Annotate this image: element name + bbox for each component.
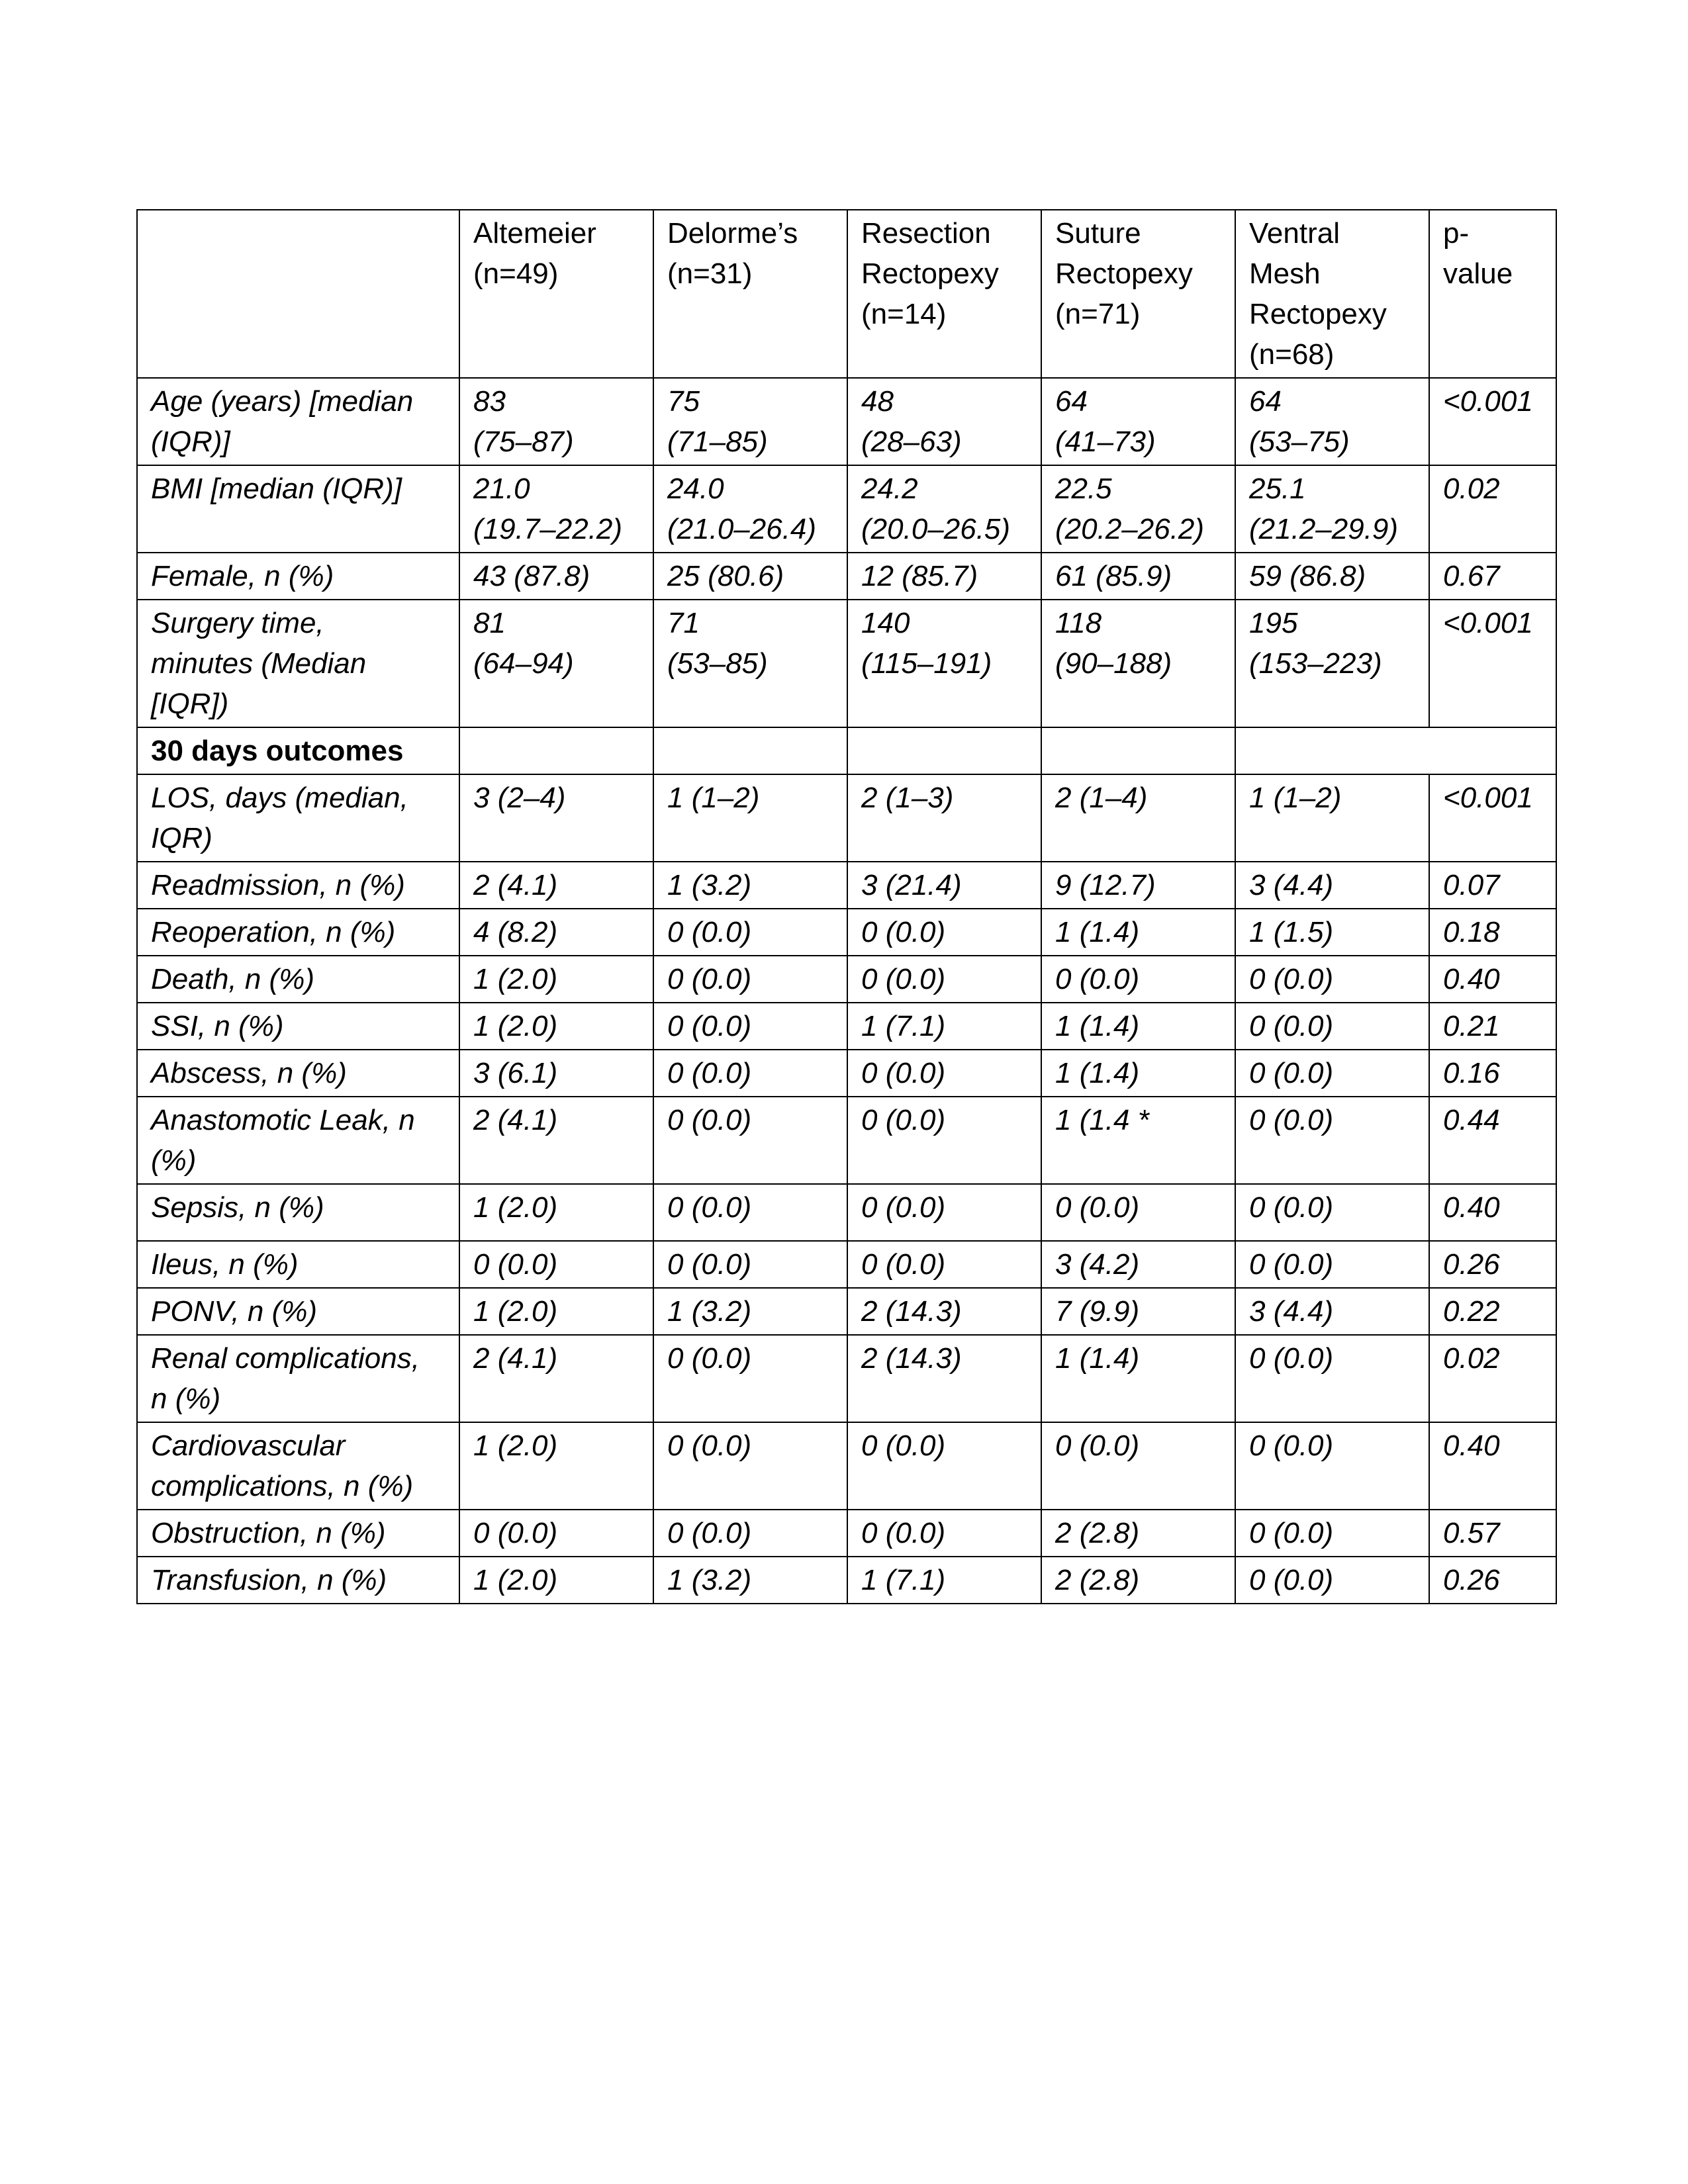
table-cell: 0 (0.0): [459, 1241, 653, 1288]
table-cell: 2 (2.8): [1041, 1557, 1235, 1604]
table-cell: 4 (8.2): [459, 909, 653, 956]
table-cell: 0 (0.0): [653, 1241, 847, 1288]
row-label: [137, 600, 459, 727]
table-row: [137, 1335, 1556, 1422]
cell-line: 21.0: [473, 473, 530, 505]
table-cell: 0 (0.0): [653, 1003, 847, 1050]
row-label: [137, 1050, 459, 1097]
p-value-cell: 0.40: [1429, 956, 1556, 1003]
cell-line: 71: [667, 607, 700, 639]
table-cell: 1 (1.5): [1235, 909, 1429, 956]
cell-line: (IQR)]: [151, 426, 230, 458]
table-cell: 3 (2–4): [459, 774, 653, 862]
cell-line: (53–75): [1249, 426, 1350, 458]
table-cell: 2 (14.3): [847, 1335, 1041, 1422]
p-value-cell: 0.16: [1429, 1050, 1556, 1097]
table-cell: 1 (7.1): [847, 1003, 1041, 1050]
cell-line: 118: [1055, 607, 1102, 639]
table-cell: 2 (1–3): [847, 774, 1041, 862]
table-cell: 1 (2.0): [459, 1184, 653, 1241]
table-cell: 2 (4.1): [459, 1097, 653, 1184]
table-row: [137, 956, 1556, 1003]
cell-line: (20.0–26.5): [861, 513, 1011, 545]
cell-line: Ileus, n (%): [151, 1248, 299, 1281]
table-cell: 0 (0.0): [1235, 1097, 1429, 1184]
cell-line: Abscess, n (%): [151, 1057, 347, 1089]
table-cell: [1041, 378, 1235, 465]
table-cell: 0 (0.0): [459, 1510, 653, 1557]
cell-line: (115–191): [861, 647, 992, 680]
cell-line: IQR): [151, 822, 212, 854]
cell-line: (19.7–22.2): [473, 513, 623, 545]
cell-line: 81: [473, 607, 506, 639]
cell-line: p-: [1443, 217, 1470, 250]
table-cell: 1 (1.4): [1041, 1335, 1235, 1422]
cell-line: 140: [861, 607, 910, 639]
cell-line: [IQR]): [151, 688, 229, 720]
table-cell: 1 (3.2): [653, 862, 847, 909]
cell-line: (%): [151, 1144, 197, 1177]
cell-line: Reoperation, n (%): [151, 916, 396, 948]
cell-line: Sepsis, n (%): [151, 1191, 324, 1224]
table-cell: [1235, 465, 1429, 553]
table-cell: 0 (0.0): [847, 1510, 1041, 1557]
table-cell: 0 (0.0): [653, 1422, 847, 1510]
empty-cell: [847, 727, 1041, 774]
cell-line: (28–63): [861, 426, 962, 458]
table-row: [137, 465, 1556, 553]
p-value-cell: 0.02: [1429, 465, 1556, 553]
row-label: [137, 1184, 459, 1241]
table-cell: [1235, 378, 1429, 465]
table-cell: 2 (14.3): [847, 1288, 1041, 1335]
table-cell: [653, 553, 847, 600]
p-value-cell: 0.40: [1429, 1184, 1556, 1241]
row-label: [137, 378, 459, 465]
cell-line: (20.2–26.2): [1055, 513, 1205, 545]
table-cell: 2 (4.1): [459, 862, 653, 909]
cell-line: SSI, n (%): [151, 1010, 284, 1042]
p-value-cell: 0.02: [1429, 1335, 1556, 1422]
table-cell: [1041, 553, 1235, 600]
cell-line: 61 (85.9): [1055, 560, 1172, 592]
row-label: [137, 1557, 459, 1604]
table-cell: 1 (2.0): [459, 1003, 653, 1050]
cell-line: PONV, n (%): [151, 1295, 318, 1328]
row-label: [137, 862, 459, 909]
p-value-cell: <0.001: [1429, 774, 1556, 862]
table-cell: 0 (0.0): [847, 956, 1041, 1003]
row-label: [137, 553, 459, 600]
table-cell: [1235, 553, 1429, 600]
table-cell: 0 (0.0): [847, 1241, 1041, 1288]
cell-line: Cardiovascular: [151, 1430, 346, 1462]
table-cell: 2 (1–4): [1041, 774, 1235, 862]
cell-line: 24.2: [861, 473, 918, 505]
cell-line: 75: [667, 385, 700, 418]
cell-line: 25 (80.6): [667, 560, 784, 592]
p-value-cell: 0.40: [1429, 1422, 1556, 1510]
table-row: [137, 1422, 1556, 1510]
cell-line: Surgery time,: [151, 607, 324, 639]
header-blank-cell: [137, 210, 459, 378]
table-cell: 0 (0.0): [1041, 956, 1235, 1003]
column-header: [847, 210, 1041, 378]
table-cell: [653, 600, 847, 727]
table-row: [137, 553, 1556, 600]
cell-line: (n=49): [473, 257, 559, 290]
empty-cell: [1041, 727, 1235, 774]
cell-line: 64: [1249, 385, 1282, 418]
cell-line: Readmission, n (%): [151, 869, 405, 901]
cell-line: n (%): [151, 1383, 221, 1415]
table-cell: 0 (0.0): [1235, 1184, 1429, 1241]
cell-line: 195: [1249, 607, 1298, 639]
cell-line: LOS, days (median,: [151, 782, 408, 814]
table-cell: 2 (2.8): [1041, 1510, 1235, 1557]
table-cell: 1 (1.4): [1041, 1003, 1235, 1050]
table-cell: 0 (0.0): [847, 1097, 1041, 1184]
cell-line: (21.2–29.9): [1249, 513, 1399, 545]
cell-line: (53–85): [667, 647, 768, 680]
table-cell: 2 (4.1): [459, 1335, 653, 1422]
column-header: [1235, 210, 1429, 378]
table-row: [137, 1050, 1556, 1097]
table-cell: 3 (4.2): [1041, 1241, 1235, 1288]
section-heading: 30 days outcomes: [137, 727, 459, 774]
cell-line: Ventral: [1249, 217, 1340, 250]
table-cell: 3 (6.1): [459, 1050, 653, 1097]
table-cell: 0 (0.0): [653, 1184, 847, 1241]
cell-line: value: [1443, 257, 1513, 290]
cell-line: Obstruction, n (%): [151, 1517, 386, 1549]
cell-line: Anastomotic Leak, n: [151, 1104, 415, 1136]
table-cell: 0 (0.0): [653, 1335, 847, 1422]
table-row: [137, 774, 1556, 862]
cell-line: (n=71): [1055, 298, 1141, 330]
cell-line: Rectopexy: [1249, 298, 1387, 330]
table-cell: 1 (1.4 *: [1041, 1097, 1235, 1184]
cell-line: 25.1: [1249, 473, 1306, 505]
table-cell: [1235, 600, 1429, 727]
table-cell: 0 (0.0): [1235, 1335, 1429, 1422]
table-row: [137, 862, 1556, 909]
header-row: [137, 210, 1556, 378]
table-cell: 1 (2.0): [459, 1422, 653, 1510]
cell-line: 43 (87.8): [473, 560, 590, 592]
cell-line: Rectopexy: [861, 257, 999, 290]
table-cell: 0 (0.0): [653, 1510, 847, 1557]
table-cell: [847, 378, 1041, 465]
table-cell: 1 (3.2): [653, 1557, 847, 1604]
table-cell: 1 (1.4): [1041, 909, 1235, 956]
table-row: [137, 1003, 1556, 1050]
table-row: [137, 1097, 1556, 1184]
table-cell: [459, 378, 653, 465]
table-cell: [1041, 600, 1235, 727]
row-label: [137, 956, 459, 1003]
table-cell: 0 (0.0): [653, 909, 847, 956]
table-cell: 0 (0.0): [653, 1097, 847, 1184]
table-cell: 1 (2.0): [459, 1288, 653, 1335]
table-cell: 3 (21.4): [847, 862, 1041, 909]
table-cell: [653, 378, 847, 465]
cell-line: 83: [473, 385, 506, 418]
cell-line: minutes (Median: [151, 647, 367, 680]
table-cell: 0 (0.0): [847, 909, 1041, 956]
table-row: [137, 1184, 1556, 1241]
table-cell: 0 (0.0): [1235, 956, 1429, 1003]
row-label: [137, 1510, 459, 1557]
table-body: [137, 210, 1556, 1604]
table-cell: [459, 465, 653, 553]
row-label: [137, 465, 459, 553]
table-cell: 1 (3.2): [653, 1288, 847, 1335]
cell-line: Delorme’s: [667, 217, 798, 250]
cell-line: Renal complications,: [151, 1342, 420, 1375]
p-value-cell: 0.21: [1429, 1003, 1556, 1050]
column-header: [1041, 210, 1235, 378]
cell-line: complications, n (%): [151, 1470, 414, 1502]
cell-line: Female, n (%): [151, 560, 334, 592]
table-cell: [847, 465, 1041, 553]
p-value-cell: 0.18: [1429, 909, 1556, 956]
table-cell: 1 (1.4): [1041, 1050, 1235, 1097]
p-value-cell: 0.67: [1429, 553, 1556, 600]
table-row: [137, 909, 1556, 956]
cell-line: (71–85): [667, 426, 768, 458]
row-label: [137, 1241, 459, 1288]
cell-line: Suture: [1055, 217, 1141, 250]
table-cell: 1 (1–2): [653, 774, 847, 862]
table-row: [137, 600, 1556, 727]
row-label: [137, 1003, 459, 1050]
table-row: [137, 1510, 1556, 1557]
table-cell: [847, 553, 1041, 600]
cell-line: (41–73): [1055, 426, 1156, 458]
cell-line: (90–188): [1055, 647, 1172, 680]
table-cell: 3 (4.4): [1235, 1288, 1429, 1335]
row-label: [137, 1097, 459, 1184]
table-cell: 0 (0.0): [653, 1050, 847, 1097]
column-header: [459, 210, 653, 378]
cell-line: 22.5: [1055, 473, 1112, 505]
column-header: [653, 210, 847, 378]
column-header: [1429, 210, 1556, 378]
empty-cell: [1235, 727, 1556, 774]
cell-line: (75–87): [473, 426, 574, 458]
cell-line: BMI [median (IQR)]: [151, 473, 402, 505]
cell-line: Rectopexy: [1055, 257, 1193, 290]
table-cell: 1 (1–2): [1235, 774, 1429, 862]
p-value-cell: 0.44: [1429, 1097, 1556, 1184]
section-row: [137, 727, 1556, 774]
p-value-cell: 0.26: [1429, 1241, 1556, 1288]
cell-line: 12 (85.7): [861, 560, 978, 592]
table-cell: 0 (0.0): [1041, 1184, 1235, 1241]
row-label: [137, 774, 459, 862]
empty-cell: [653, 727, 847, 774]
table-cell: 9 (12.7): [1041, 862, 1235, 909]
empty-cell: [459, 727, 653, 774]
table-cell: 0 (0.0): [1235, 1241, 1429, 1288]
table-cell: 0 (0.0): [1235, 1422, 1429, 1510]
cell-line: Resection: [861, 217, 991, 250]
table-cell: 1 (7.1): [847, 1557, 1041, 1604]
outcomes-table: [136, 209, 1557, 1604]
cell-line: 48: [861, 385, 894, 418]
row-label: [137, 1288, 459, 1335]
cell-line: Transfusion, n (%): [151, 1564, 387, 1596]
table-cell: [1041, 465, 1235, 553]
cell-line: (n=31): [667, 257, 753, 290]
table-cell: 0 (0.0): [1041, 1422, 1235, 1510]
table-cell: 0 (0.0): [847, 1050, 1041, 1097]
p-value-cell: 0.22: [1429, 1288, 1556, 1335]
table-cell: [459, 553, 653, 600]
row-label: [137, 1422, 459, 1510]
cell-line: Death, n (%): [151, 963, 314, 995]
table-row: [137, 378, 1556, 465]
table-cell: [459, 600, 653, 727]
row-label: [137, 1335, 459, 1422]
table-cell: 3 (4.4): [1235, 862, 1429, 909]
cell-line: 59 (86.8): [1249, 560, 1366, 592]
p-value-cell: <0.001: [1429, 378, 1556, 465]
table-cell: 0 (0.0): [847, 1184, 1041, 1241]
table-row: [137, 1288, 1556, 1335]
p-value-cell: 0.57: [1429, 1510, 1556, 1557]
cell-line: (64–94): [473, 647, 574, 680]
table-cell: [653, 465, 847, 553]
cell-line: Age (years) [median: [151, 385, 414, 418]
table-cell: 0 (0.0): [1235, 1510, 1429, 1557]
cell-line: (153–223): [1249, 647, 1382, 680]
table-cell: 0 (0.0): [1235, 1003, 1429, 1050]
table-cell: 0 (0.0): [653, 956, 847, 1003]
table-cell: 0 (0.0): [1235, 1557, 1429, 1604]
cell-line: 24.0: [667, 473, 724, 505]
row-label: [137, 909, 459, 956]
table-row: [137, 1241, 1556, 1288]
p-value-cell: 0.07: [1429, 862, 1556, 909]
table-cell: 1 (2.0): [459, 1557, 653, 1604]
table-cell: [847, 600, 1041, 727]
table-cell: 0 (0.0): [1235, 1050, 1429, 1097]
table-cell: 7 (9.9): [1041, 1288, 1235, 1335]
cell-line: (n=68): [1249, 338, 1335, 371]
cell-line: Altemeier: [473, 217, 596, 250]
cell-line: (n=14): [861, 298, 947, 330]
p-value-cell: <0.001: [1429, 600, 1556, 727]
p-value-cell: 0.26: [1429, 1557, 1556, 1604]
cell-line: Mesh: [1249, 257, 1321, 290]
cell-line: 64: [1055, 385, 1088, 418]
cell-line: (21.0–26.4): [667, 513, 817, 545]
table-row: [137, 1557, 1556, 1604]
table-cell: 0 (0.0): [847, 1422, 1041, 1510]
table-cell: 1 (2.0): [459, 956, 653, 1003]
